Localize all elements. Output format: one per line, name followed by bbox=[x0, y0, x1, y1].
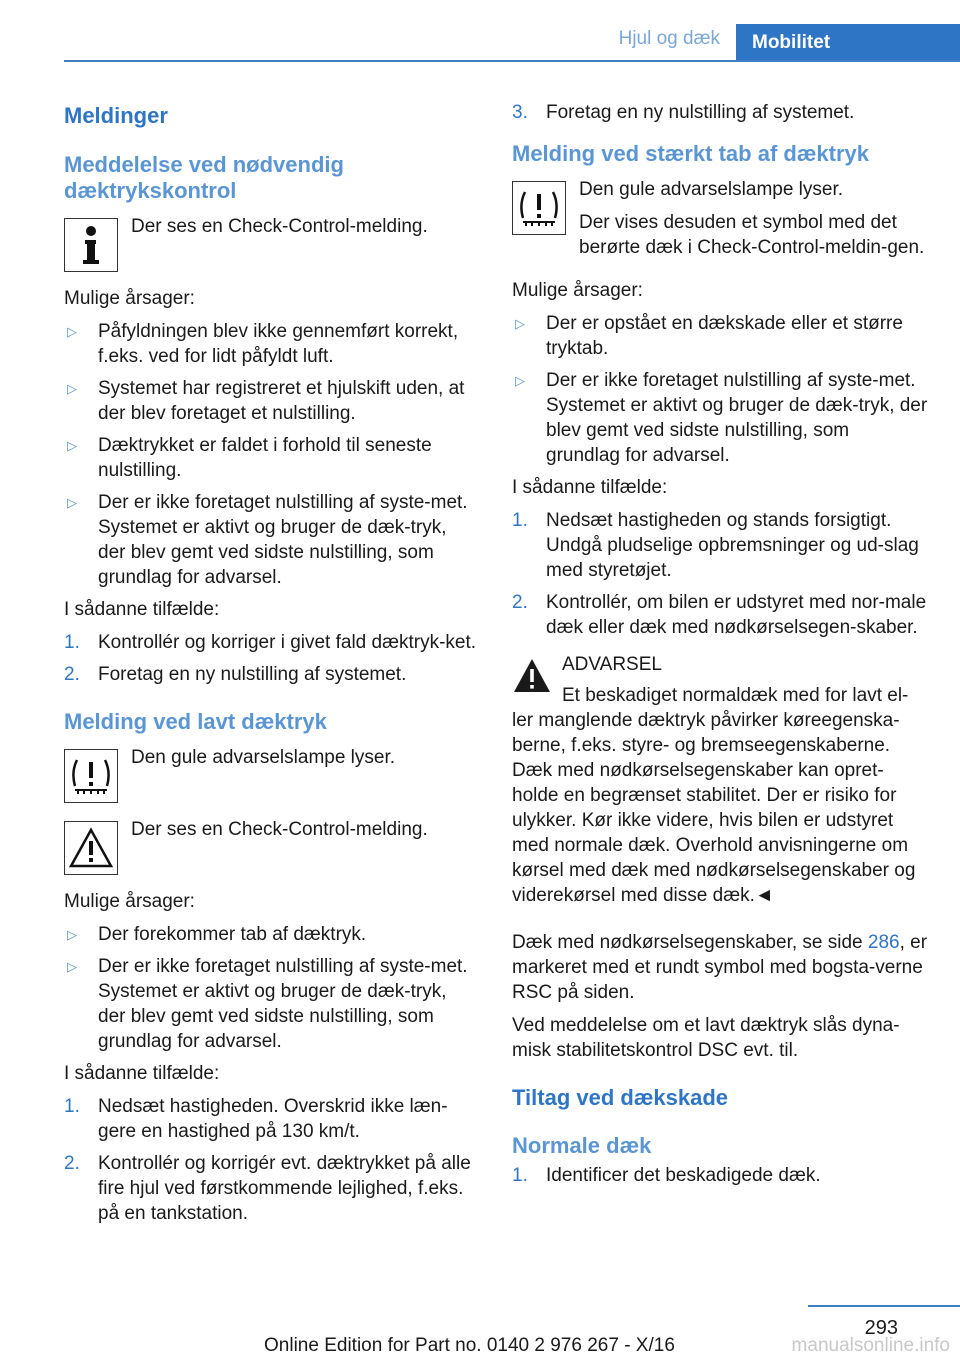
page-header bbox=[0, 0, 960, 62]
causes-list bbox=[64, 319, 479, 590]
rsc-paragraph: Dæk med nødkørselsegenskaber, se side 286, er markeret med et rundt symbol med bogsta‐verne RSC på siden. bbox=[512, 932, 928, 1003]
case-label: I sådanne tilfælde: bbox=[64, 599, 220, 620]
section-heading-low-pressure: Melding ved lavt dæktryk bbox=[64, 709, 327, 734]
list-item: ▷ Der er ikke foretaget nulstilling af syste‐met. Systemet er aktivt og bruger de dæk‐tryk, der blev gemt ved sidste nulstilling, som grundlag for advarsel. bbox=[67, 492, 468, 588]
list-item: 2. Kontrollér, om bilen er udstyret med nor‐male dæk eller dæk med nødkørselsegen‐skaber. bbox=[512, 592, 927, 638]
list-item: 1. Nedsæt hastigheden og stands forsigtigt. Undgå pludselige opbremsninger og ud‐slag med styretøjet. bbox=[512, 510, 919, 581]
tire-warning-icon-row bbox=[512, 177, 928, 268]
case-label: I sådanne tilfælde: bbox=[512, 477, 668, 498]
triangle-icon-row bbox=[64, 817, 479, 875]
list-item: ▷ Der er ikke foretaget nulstilling af syste‐met. Systemet er aktivt og bruger de dæk‐tryk, der blev gemt ved sidste nulstilling, som grundlag for advarsel. bbox=[67, 956, 468, 1052]
header-rule bbox=[64, 60, 960, 62]
section-heading-check: Meddelelse ved nødvendig dæktrykskontrol bbox=[64, 152, 344, 203]
triangle-bullet-icon: ▷ bbox=[67, 324, 77, 339]
tire-warning-text: Den gule advarselslampe lyser. bbox=[579, 179, 844, 200]
list-item: ▷ Der er opstået en dækskade eller et større tryktab. bbox=[515, 313, 903, 359]
chapter-tab[interactable]: Mobilitet bbox=[736, 24, 960, 62]
edition-text: Online Edition for Part no. 0140 2 976 267 - X/16 bbox=[264, 1335, 675, 1356]
info-icon bbox=[64, 218, 118, 272]
page-footer bbox=[0, 1300, 960, 1362]
list-item: ▷ Der er ikke foretaget nulstilling af syste‐met. Systemet er aktivt og bruger de dæk‐tryk, der blev gemt ved sidste nulstilling, som grundlag for advarsel. bbox=[515, 370, 928, 466]
list-item: 1. Kontrollér og korriger i givet fald dæktryk‐ket. bbox=[64, 632, 477, 653]
info-icon-row bbox=[64, 214, 479, 272]
right-column bbox=[512, 100, 928, 1195]
case-label: I sådanne tilfælde: bbox=[64, 1063, 220, 1084]
page-title: Meldinger bbox=[64, 103, 168, 128]
causes-list bbox=[512, 311, 928, 468]
triangle-bullet-icon: ▷ bbox=[515, 373, 525, 388]
list-item: 3. Foretag en ny nulstilling af systemet. bbox=[512, 102, 855, 123]
triangle-icon-text: Der ses en Check-Control-melding. bbox=[131, 819, 428, 840]
causes-list bbox=[64, 922, 479, 1054]
steps-list bbox=[64, 1094, 479, 1226]
steps-list bbox=[512, 1163, 928, 1188]
list-item: ▷ Påfyldningen blev ikke gennemført korrekt, f.eks. ved for lidt påfyldt luft. bbox=[67, 321, 459, 367]
triangle-bullet-icon: ▷ bbox=[515, 316, 525, 331]
subsection-heading-normal-tires: Normale dæk bbox=[512, 1133, 652, 1158]
continued-steps-list bbox=[512, 100, 928, 125]
list-item: ▷ Dæktrykket er faldet i forhold til seneste nulstilling. bbox=[67, 435, 432, 481]
list-item: 1. Nedsæt hastigheden. Overskrid ikke læn‐gere en hastighed på 130 km/t. bbox=[64, 1096, 448, 1142]
triangle-bullet-icon: ▷ bbox=[67, 959, 77, 974]
info-icon-text: Der ses en Check-Control-melding. bbox=[131, 216, 428, 237]
section-heading-damage: Tiltag ved dækskade bbox=[512, 1085, 729, 1110]
steps-list bbox=[64, 630, 479, 687]
causes-label: Mulige årsager: bbox=[64, 288, 195, 309]
warning-block bbox=[512, 652, 928, 916]
list-item: 2. Foretag en ny nulstilling af systemet. bbox=[64, 664, 407, 685]
steps-list bbox=[512, 508, 928, 640]
tire-pressure-warning-icon bbox=[512, 181, 566, 235]
triangle-bullet-icon: ▷ bbox=[67, 438, 77, 453]
triangle-bullet-icon: ▷ bbox=[67, 927, 77, 942]
warning-label: ADVARSEL bbox=[562, 654, 662, 675]
warning-triangle-icon bbox=[512, 656, 552, 696]
list-item: ▷ Der forekommer tab af dæktryk. bbox=[67, 924, 367, 945]
tire-warning-detail: Der vises desuden et symbol med det berørte dæk i Check-Control-meldin‐gen. bbox=[579, 212, 925, 258]
section-tab[interactable]: Hjul og dæk bbox=[618, 28, 720, 49]
triangle-bullet-icon: ▷ bbox=[67, 495, 77, 510]
section-heading-strong-loss: Melding ved stærkt tab af dæktryk bbox=[512, 141, 869, 166]
dsc-paragraph: Ved meddelelse om et lavt dæktryk slås dyna‐misk stabilitetskontrol DSC evt. til. bbox=[512, 1015, 900, 1061]
warning-text: Et beskadiget normaldæk med for lavt el‐ler manglende dæktryk påvirker køreegenska‐berne, f.eks. styre- og bremseegenskaberne. Dæk med nødkørselsegenskaber kan opret‐holde en begrænset stabilitet. Der er risiko for ulykker. Kør ikke videre, hvis bilen er udstyret med normale dæk. Overhold anvisningerne om kørsel med dæk med nødkørselsegenskaber og viderekørsel med disse dæk.◄ bbox=[512, 685, 916, 906]
list-item: 1. Identificer det beskadigede dæk. bbox=[512, 1165, 821, 1186]
page-number: 293 bbox=[864, 1317, 898, 1339]
warning-triangle-icon bbox=[64, 821, 118, 875]
page-link[interactable]: 286 bbox=[867, 932, 900, 953]
watermark: manualsonline.info bbox=[791, 1335, 950, 1356]
causes-label: Mulige årsager: bbox=[64, 891, 195, 912]
footer-rule bbox=[808, 1305, 960, 1307]
tire-pressure-warning-icon bbox=[64, 749, 118, 803]
list-item: 2. Kontrollér og korrigér evt. dæktrykket på alle fire hjul ved førstkommende lejlighed, f.eks. på en tankstation. bbox=[64, 1153, 471, 1224]
tire-warning-text: Den gule advarselslampe lyser. bbox=[131, 747, 396, 768]
causes-label: Mulige årsager: bbox=[512, 280, 643, 301]
left-column bbox=[64, 100, 479, 1233]
list-item: ▷ Systemet har registreret et hjulskift uden, at der blev foretaget et nulstilling. bbox=[67, 378, 465, 424]
tire-warning-icon-row bbox=[64, 745, 479, 803]
triangle-bullet-icon: ▷ bbox=[67, 381, 77, 396]
